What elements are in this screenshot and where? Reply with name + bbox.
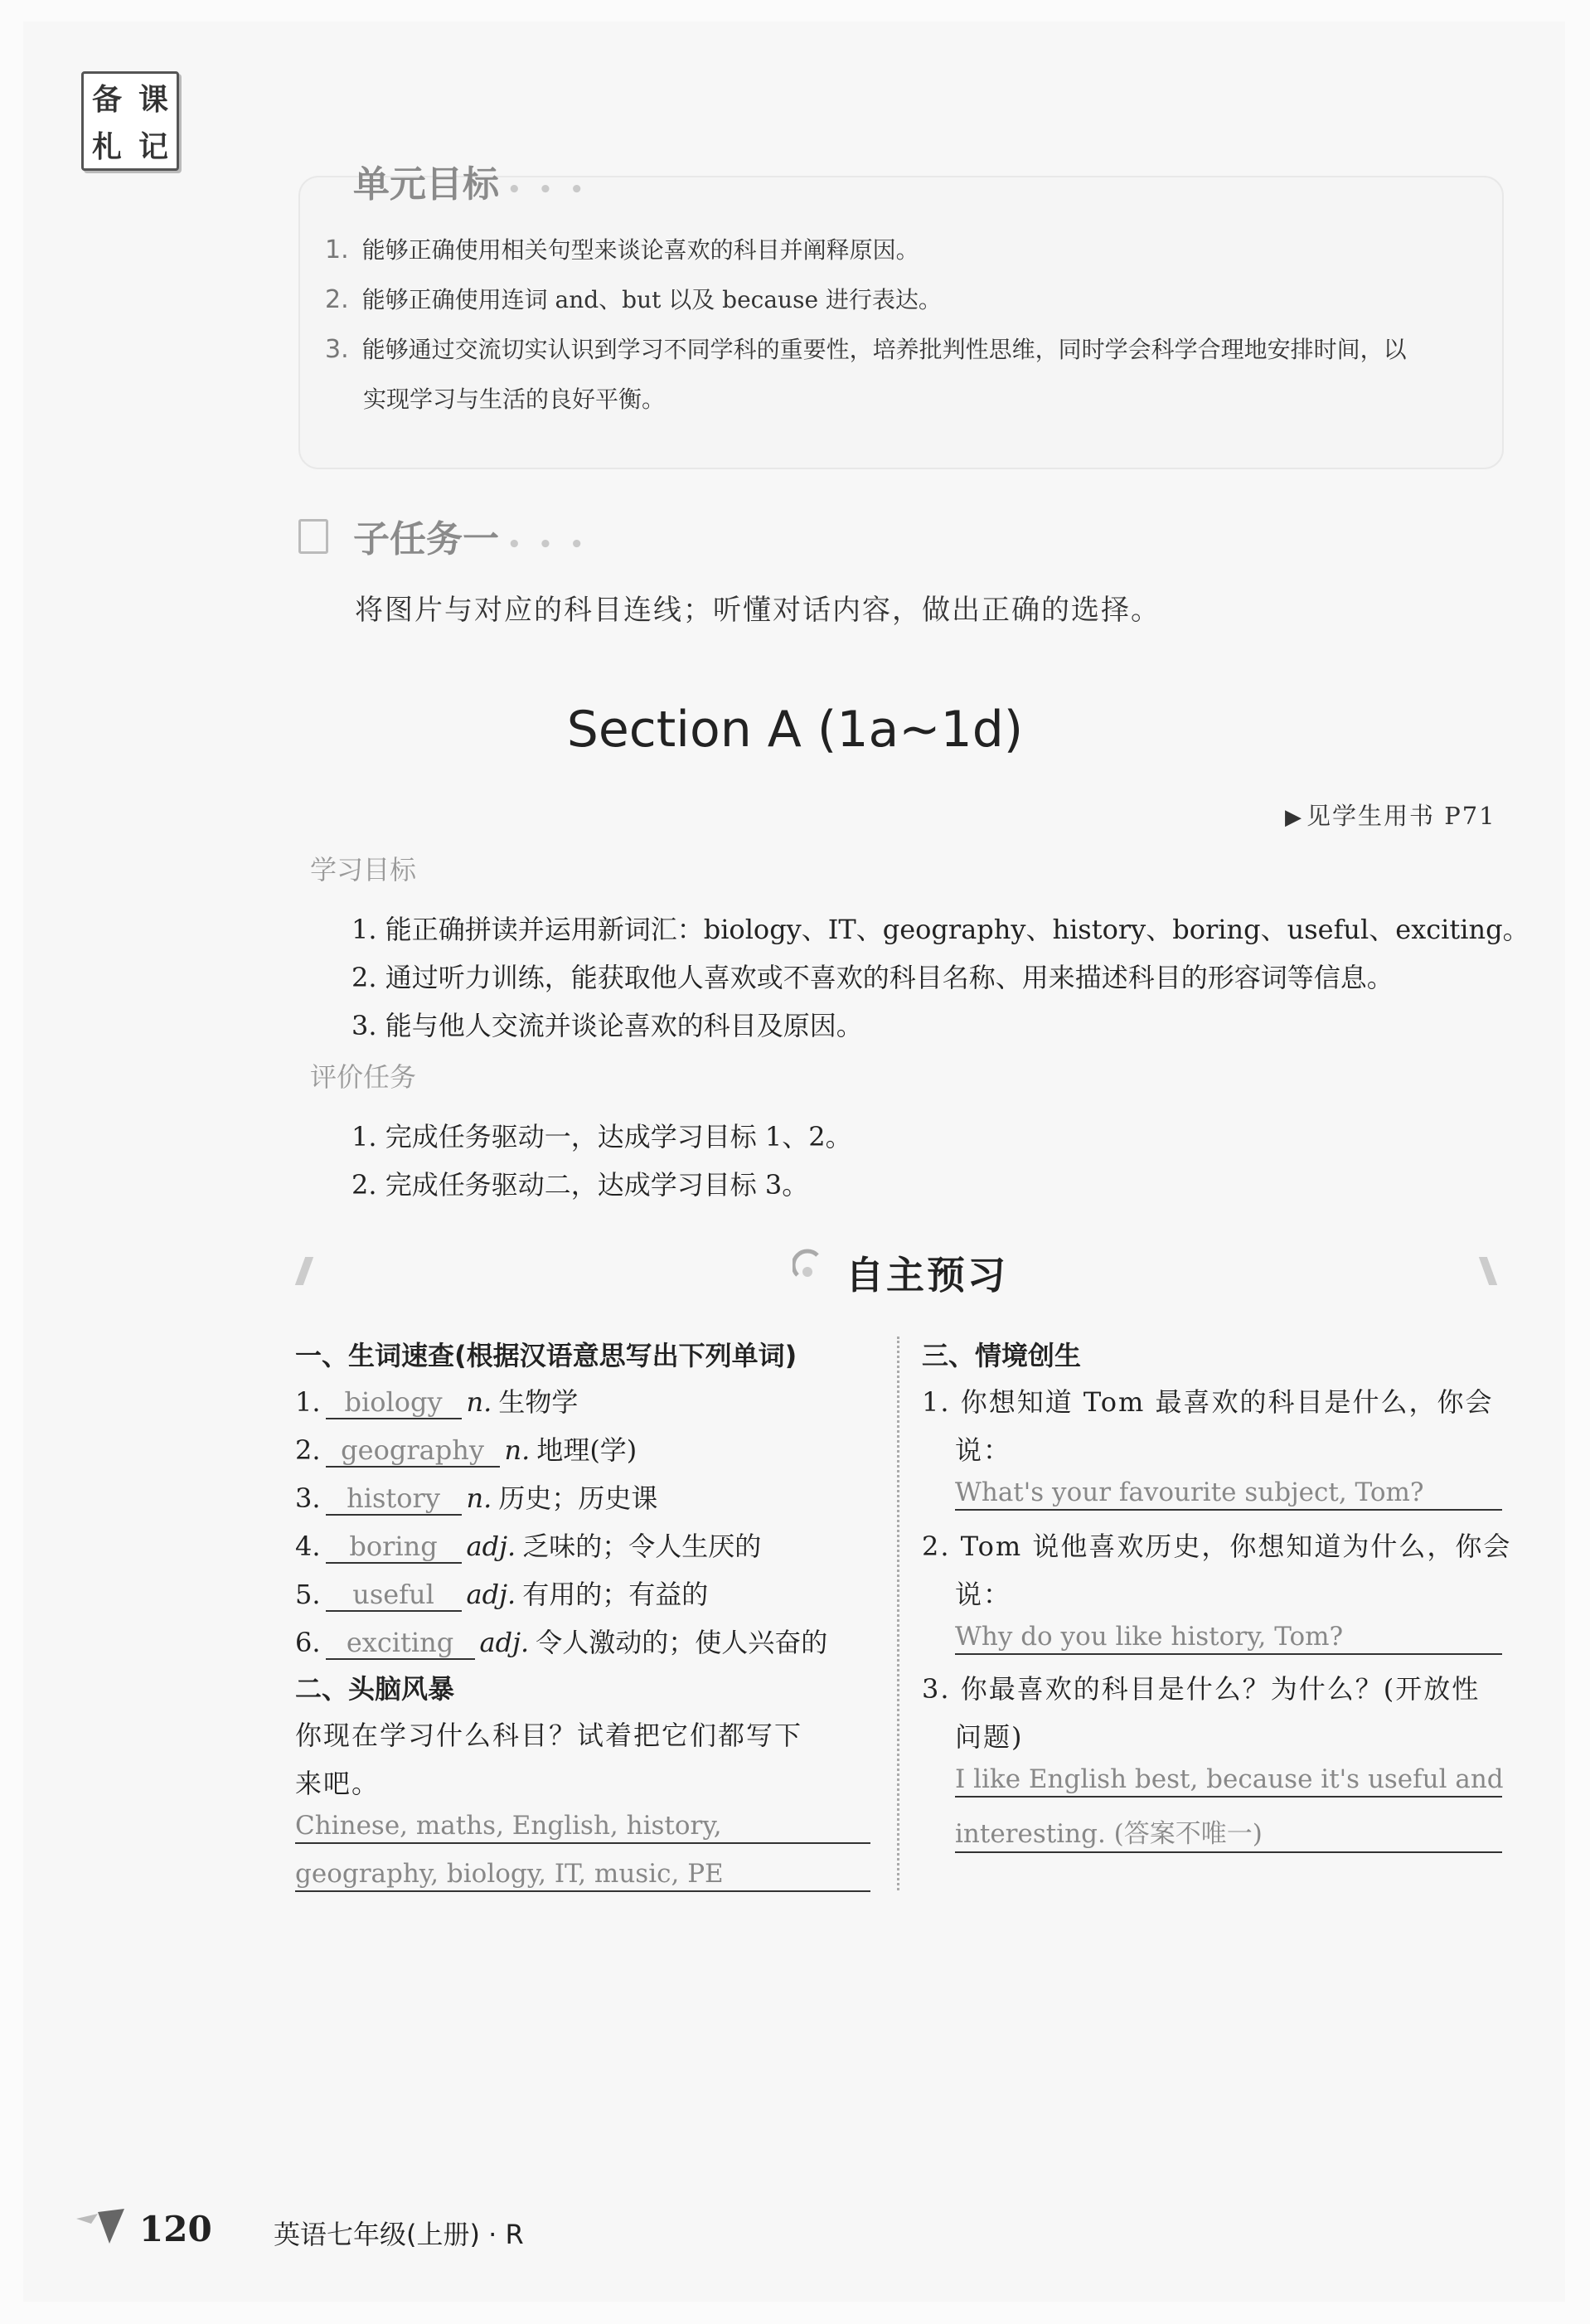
answer-blank: exciting [326, 1627, 475, 1660]
part3-answer-line: What's your favourite subject, Tom? [955, 1477, 1502, 1511]
part3-title: 三、情境创生 [922, 1340, 1082, 1371]
goal-number: 1. [325, 235, 349, 264]
meaning: 有用的；有益的 [522, 1579, 709, 1610]
meaning: 生物学 [498, 1386, 579, 1418]
vocab-item [295, 1429, 637, 1468]
column-divider [897, 1337, 899, 1890]
answer-blank: history [326, 1482, 462, 1516]
lesson-notes-stamp [81, 71, 179, 171]
goal-text: 能够正确使用相关句型来谈论喜欢的科目并阐释原因。 [361, 236, 919, 264]
subtask-heading [353, 509, 589, 562]
unit-goal-item [325, 232, 919, 265]
item-number: 6. [295, 1627, 321, 1658]
answer-blank: boring [326, 1531, 462, 1564]
meaning: 乏味的；令人生厌的 [522, 1531, 762, 1562]
part3-answer-line: Why do you like history, Tom? [955, 1622, 1502, 1655]
meaning: 历史；历史课 [498, 1482, 658, 1514]
item-number: 3. [295, 1482, 321, 1514]
vocab-item [295, 1574, 708, 1612]
part3-question: 1. 你想知道 Tom 最喜欢的科目是什么，你会 [922, 1386, 1494, 1418]
part-of-speech: adj. [466, 1531, 516, 1562]
unit-goals-heading [353, 154, 589, 207]
part2-question-cont: 来吧。 [295, 1768, 381, 1799]
evaluation-task-item: 1. 完成任务驱动一，达成学习目标 1、2。 [351, 1121, 852, 1152]
page-number: 120 [139, 2209, 212, 2249]
part-of-speech: n. [504, 1434, 531, 1466]
item-number: 2. [295, 1434, 321, 1466]
subtask-description: 将图片与对应的科目连线；听懂对话内容，做出正确的选择。 [355, 594, 1161, 627]
unit-goal-item [325, 282, 942, 315]
part3-question: 2. Tom 说他喜欢历史，你想知道为什么，你会 [922, 1531, 1512, 1562]
answer-blank: geography [326, 1434, 500, 1468]
part1-title: 一、生词速查(根据汉语意思写出下列单词) [295, 1340, 797, 1371]
goal-number: 2. [325, 285, 349, 314]
unit-goals-title: 单元目标 [353, 163, 499, 206]
meaning: 令人激动的；使人兴奋的 [536, 1627, 828, 1658]
learning-goal-item: 1. 能正确拼读并运用新词汇：biology、IT、geography、history、boring、useful、exciting。 [351, 914, 1529, 945]
evaluation-heading: 评价任务 [310, 1061, 417, 1093]
vocab-item [295, 1622, 827, 1660]
vocab-item [295, 1381, 578, 1419]
stamp-char: 备 [91, 83, 122, 117]
student-book-reference [1285, 798, 1496, 832]
vocab-item [295, 1526, 761, 1564]
part-of-speech: adj. [479, 1627, 530, 1658]
reference-text: 见学生用书 P71 [1306, 802, 1496, 830]
item-number: 1. [295, 1386, 321, 1418]
part3-question: 3. 你最喜欢的科目是什么？为什么？(开放性 [922, 1673, 1481, 1705]
book-icon [298, 519, 328, 554]
item-number: 4. [295, 1531, 321, 1562]
unit-goals-box [298, 176, 1504, 469]
part2-title: 二、头脑风暴 [295, 1673, 455, 1705]
goal-text: 能够正确使用连词 and、but 以及 because 进行表达。 [361, 286, 942, 313]
part-of-speech: adj. [466, 1579, 516, 1610]
part3-question-cont: 说： [955, 1579, 1012, 1610]
dots-decoration: • • • [507, 177, 589, 202]
evaluation-task-item: 2. 完成任务驱动二，达成学习目标 3。 [351, 1169, 809, 1201]
page-corner-decoration-icon [73, 2205, 128, 2247]
item-number: 5. [295, 1579, 321, 1610]
unit-goal-continuation: 实现学习与生活的良好平衡。 [363, 386, 666, 413]
preview-icon [793, 1247, 826, 1280]
part3-answer-line: interesting. (答案不唯一) [955, 1812, 1502, 1853]
triangle-arrow-icon: ▶ [1285, 805, 1303, 830]
answer-blank: useful [326, 1579, 462, 1612]
stamp-char: 札 [91, 130, 122, 164]
learning-goal-item: 3. 能与他人交流并谈论喜欢的科目及原因。 [351, 1010, 863, 1041]
subtask-title: 子任务一 [353, 518, 499, 560]
dots-decoration: • • • [507, 532, 589, 557]
self-study-title: 自主预习 [846, 1253, 1008, 1298]
part-of-speech: n. [466, 1482, 492, 1514]
part3-question-cont: 说： [955, 1434, 1012, 1466]
part2-answer-line: geography, biology, IT, music, PE [295, 1859, 870, 1892]
part2-answer-line: Chinese, maths, English, history, [295, 1811, 870, 1844]
part-of-speech: n. [466, 1386, 492, 1418]
unit-goal-item [325, 332, 1407, 365]
section-title: Section A (1a~1d) [566, 701, 1024, 759]
goal-number: 3. [325, 335, 349, 364]
part3-question-cont: 问题) [955, 1721, 1024, 1753]
stamp-char: 课 [138, 83, 168, 117]
learning-goal-item: 2. 通过听力训练，能获取他人喜欢或不喜欢的科目名称、用来描述科目的形容词等信息。 [351, 962, 1394, 993]
stamp-char: 记 [138, 130, 168, 164]
part2-question: 你现在学习什么科目？试着把它们都写下 [295, 1720, 803, 1751]
answer-blank: biology [326, 1386, 462, 1419]
learning-goals-heading: 学习目标 [310, 854, 417, 885]
vocab-item [295, 1477, 657, 1516]
goal-text: 能够通过交流切实认识到学习不同学科的重要性，培养批判性思维，同时学会科学合理地安排时间，以 [361, 336, 1407, 363]
book-title: 英语七年级(上册) · R [274, 2219, 524, 2250]
meaning: 地理(学) [536, 1434, 637, 1466]
part3-answer-line: I like English best, because it's useful and [955, 1764, 1502, 1798]
